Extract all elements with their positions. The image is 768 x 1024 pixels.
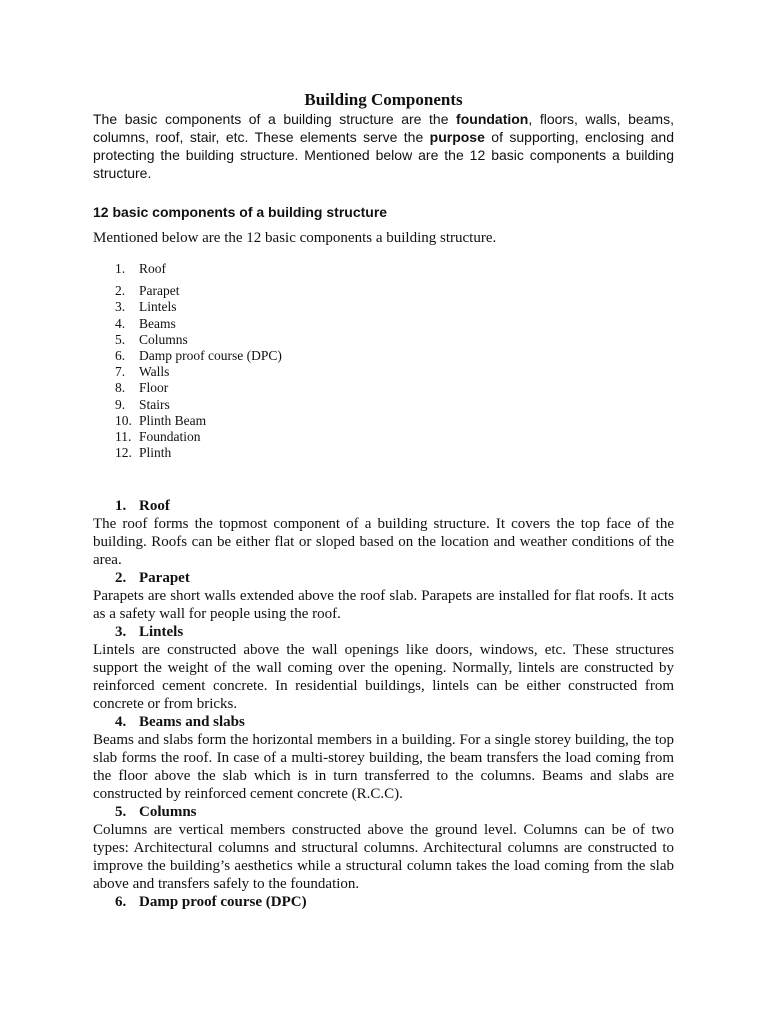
intro-paragraph [93,110,674,182]
list-item-number: 12. [115,445,132,461]
list-item-label: Columns [139,331,188,347]
list-item-label: Damp proof course (DPC) [139,348,282,364]
component-sections [93,497,674,911]
list-item-label: Beams [139,315,176,331]
page-title: Building Components [304,90,463,109]
list-item-number: 10. [115,412,132,428]
list-item-label: Plinth Beam [139,412,207,428]
section-title: Damp proof course (DPC) [139,894,307,911]
section-title: Columns [139,804,197,821]
section-number: 3. [115,624,127,641]
section-body: Lintels are constructed above the wall openings like doors, windows, etc. These structures support the weight of the wall coming over the opening. Normally, lintels are constructed by reinforced cement concrete. In residential buildings, lintels can be either constructed from concrete or from bricks. [93,642,674,713]
section-body: Columns are vertical members constructed above the ground level. Columns can be of two types: Architectural columns and structural columns. Architectural columns are constructed to improve the building’s aesthetics while a structural column takes the load coming from the slab above and transfers safely to the foundation. [93,822,674,893]
list-item-number: 7. [115,364,126,380]
list-item-label: Plinth [139,445,172,461]
section-heading [93,713,674,731]
list-item-number: 11. [115,429,132,445]
section-heading [93,893,674,911]
section-number: 6. [115,894,127,911]
section-heading [93,497,674,515]
intro-bold-foundation: foundation [456,111,529,127]
section-title: Lintels [139,624,184,641]
section-number: 2. [115,570,127,587]
list-item-number: 2. [115,283,126,299]
intro-text-1: The basic components of a building structure are the [93,111,457,127]
list-item [115,348,674,364]
list-item-label: Stairs [139,396,170,412]
list-item-label: Floor [139,380,169,396]
section-heading [93,803,674,821]
list-item [115,332,674,348]
section-body: Parapets are short walls extended above the roof slab. Parapets are installed for flat roofs. It acts as a safety wall for people using the roof. [93,588,674,623]
list-item-number: 9. [115,396,126,412]
list-item-number: 1. [115,261,126,276]
list-item [115,397,674,413]
list-item-number: 4. [115,315,126,331]
list-item [115,316,674,332]
intro-bold-purpose: purpose [429,129,485,145]
section-body: Beams and slabs form the horizontal members in a building. For a single storey building, the top slab forms the roof. In case of a multi-storey building, the beam transfers the load coming from the floor above the slab which is in turn transferred to the columns. Beams and slabs are constructed by reinforced cement concrete (R.C.C). [93,732,674,803]
list-item [115,429,674,445]
intro-text-2: , floors, walls, beams, columns, roof, stair, etc. These elements serve the [93,111,674,145]
section-heading [93,623,674,641]
list-item-label: Walls [139,364,170,380]
list-item-label: Roof [139,261,166,276]
section-number: 4. [115,714,127,731]
section-title: Roof [139,498,170,515]
list-item [115,380,674,396]
list-item-number: 6. [115,348,126,364]
section-heading [93,569,674,587]
section-number: 1. [115,498,127,515]
list-item [115,299,674,315]
list-item [115,413,674,429]
list-item-number: 8. [115,380,126,396]
list-item-label: Foundation [139,429,201,445]
list-item [115,261,674,277]
list-item-number: 3. [115,299,126,315]
section-title: Beams and slabs [139,714,245,731]
lead-sentence: Mentioned below are the 12 basic components a building structure. [93,230,497,246]
intro-text-3: of supporting, enclosing and protecting the building structure. Mentioned below are the 12 basic components a building structure. [93,129,674,181]
section-subheading: 12 basic components of a building structure [93,204,388,220]
list-item-number: 5. [115,331,126,347]
list-item [115,364,674,380]
section-title: Parapet [139,570,190,587]
list-item-label: Parapet [139,283,180,299]
components-list [93,261,674,461]
list-item [115,283,674,299]
section-number: 5. [115,804,127,821]
section-body: The roof forms the topmost component of a building structure. It covers the top face of the building. Roofs can be either flat or sloped based on the location and weather conditions of the area. [93,516,674,569]
list-item [115,445,674,461]
list-item-label: Lintels [139,299,177,315]
